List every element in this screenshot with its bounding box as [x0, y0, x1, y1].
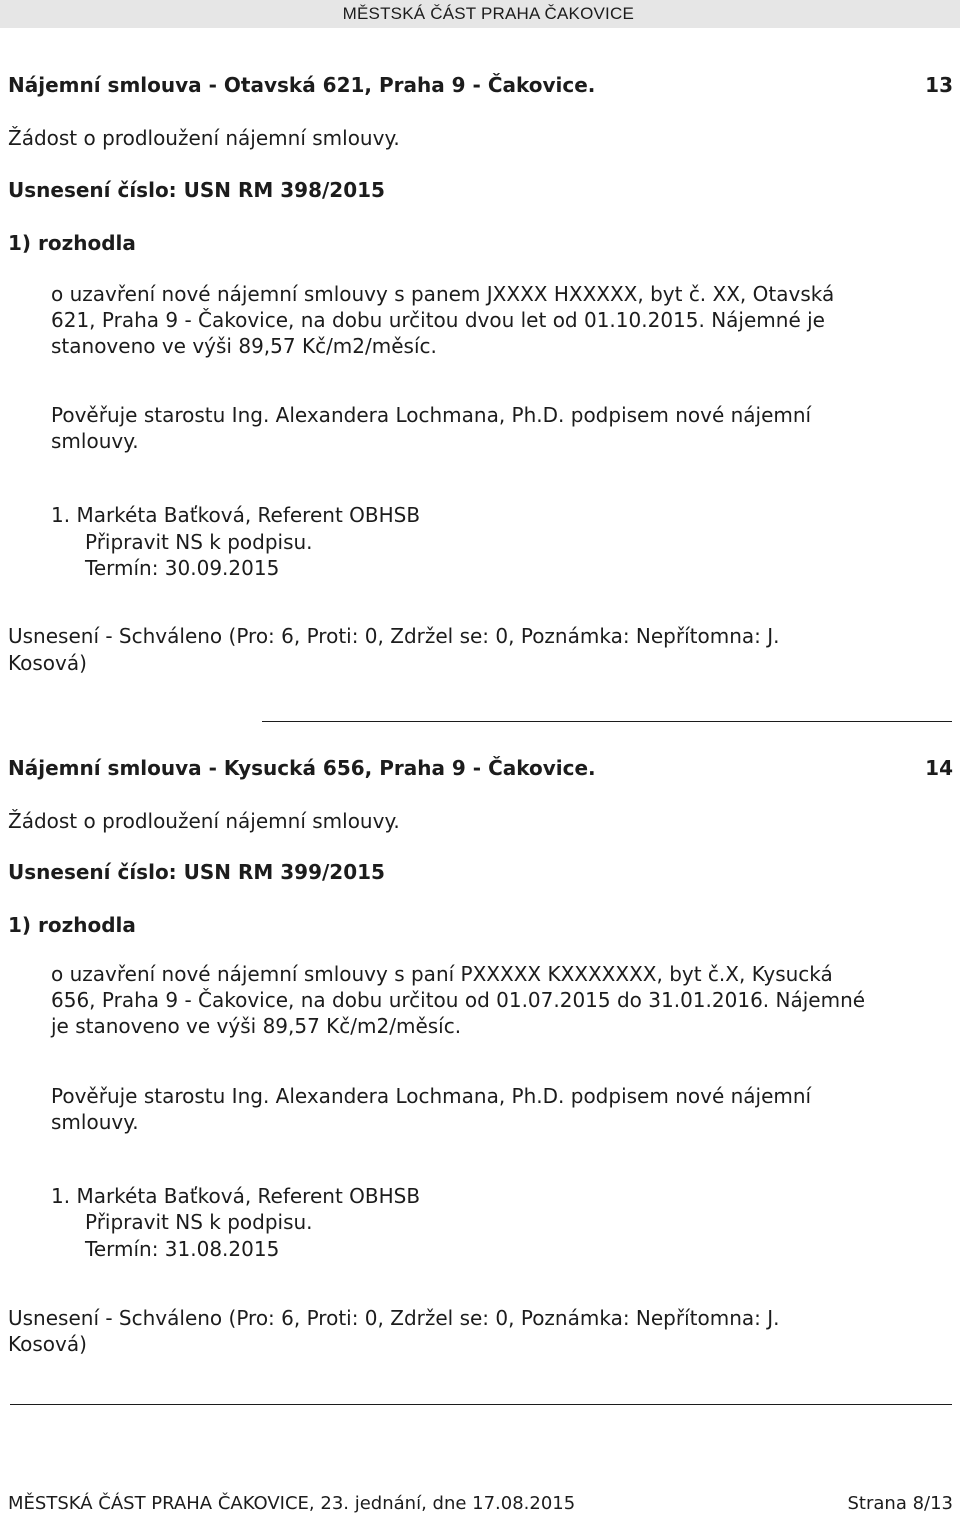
commission-text-line: Pověřuje starostu Ing. Alexandera Lochmana, Ph.D. podpisem nové nájemní: [51, 403, 812, 427]
task-action: Připravit NS k podpisu.: [85, 530, 313, 554]
decision-text-line: 656, Praha 9 - Čakovice, na dobu určitou od 01.07.2015 do 31.01.2016. Nájemné: [51, 988, 866, 1012]
commission-text-line: Pověřuje starostu Ing. Alexandera Lochmana, Ph.D. podpisem nové nájemní: [51, 1084, 812, 1108]
task-action: Připravit NS k podpisu.: [85, 1210, 313, 1234]
vote-result-line: Usnesení - Schváleno (Pro: 6, Proti: 0, Zdržel se: 0, Poznámka: Nepřítomna: J.: [8, 624, 780, 648]
item-number: 13: [925, 73, 953, 97]
task-person: 1. Markéta Baťková, Referent OBHSB: [51, 503, 421, 527]
resolution-number: Usnesení číslo: USN RM 398/2015: [8, 178, 385, 202]
item-title: Nájemní smlouva - Otavská 621, Praha 9 - Čakovice.: [8, 73, 596, 97]
vote-result-line: Kosová): [8, 651, 87, 675]
commission-text-line: smlouvy.: [51, 1110, 139, 1134]
item-request: Žádost o prodloužení nájemní smlouvy.: [8, 809, 400, 833]
task-deadline: Termín: 30.09.2015: [85, 556, 280, 580]
decision-label: 1) rozhodla: [8, 913, 136, 937]
decision-text-line: stanoveno ve výši 89,57 Kč/m2/měsíc.: [51, 334, 437, 358]
item-number: 14: [925, 756, 953, 780]
running-header: [0, 0, 960, 28]
task-deadline: Termín: 31.08.2015: [85, 1237, 280, 1261]
item-divider: [10, 1404, 952, 1405]
vote-result-line: Usnesení - Schváleno (Pro: 6, Proti: 0, Zdržel se: 0, Poznámka: Nepřítomna: J.: [8, 1306, 780, 1330]
footer-page-number: Strana 8/13: [847, 1493, 953, 1514]
task-person: 1. Markéta Baťková, Referent OBHSB: [51, 1184, 421, 1208]
decision-text-line: o uzavření nové nájemní smlouvy s paní PXXXXX KXXXXXXX, byt č.X, Kysucká: [51, 962, 833, 986]
header-title: MĚSTSKÁ ČÁST PRAHA ČAKOVICE: [342, 4, 634, 23]
item-request: Žádost o prodloužení nájemní smlouvy.: [8, 126, 400, 150]
decision-label: 1) rozhodla: [8, 231, 136, 255]
item-title: Nájemní smlouva - Kysucká 656, Praha 9 - Čakovice.: [8, 756, 596, 780]
commission-text-line: smlouvy.: [51, 429, 139, 453]
decision-text-line: o uzavření nové nájemní smlouvy s panem JXXXX HXXXXX, byt č. XX, Otavská: [51, 282, 835, 306]
resolution-number: Usnesení číslo: USN RM 399/2015: [8, 860, 385, 884]
vote-result-line: Kosová): [8, 1332, 87, 1356]
footer-meeting-info: MĚSTSKÁ ČÁST PRAHA ČAKOVICE, 23. jednání, dne 17.08.2015: [8, 1493, 576, 1514]
item-divider: [262, 721, 952, 722]
decision-text-line: 621, Praha 9 - Čakovice, na dobu určitou dvou let od 01.10.2015. Nájemné je: [51, 308, 825, 332]
decision-text-line: je stanoveno ve výši 89,57 Kč/m2/měsíc.: [51, 1014, 462, 1038]
